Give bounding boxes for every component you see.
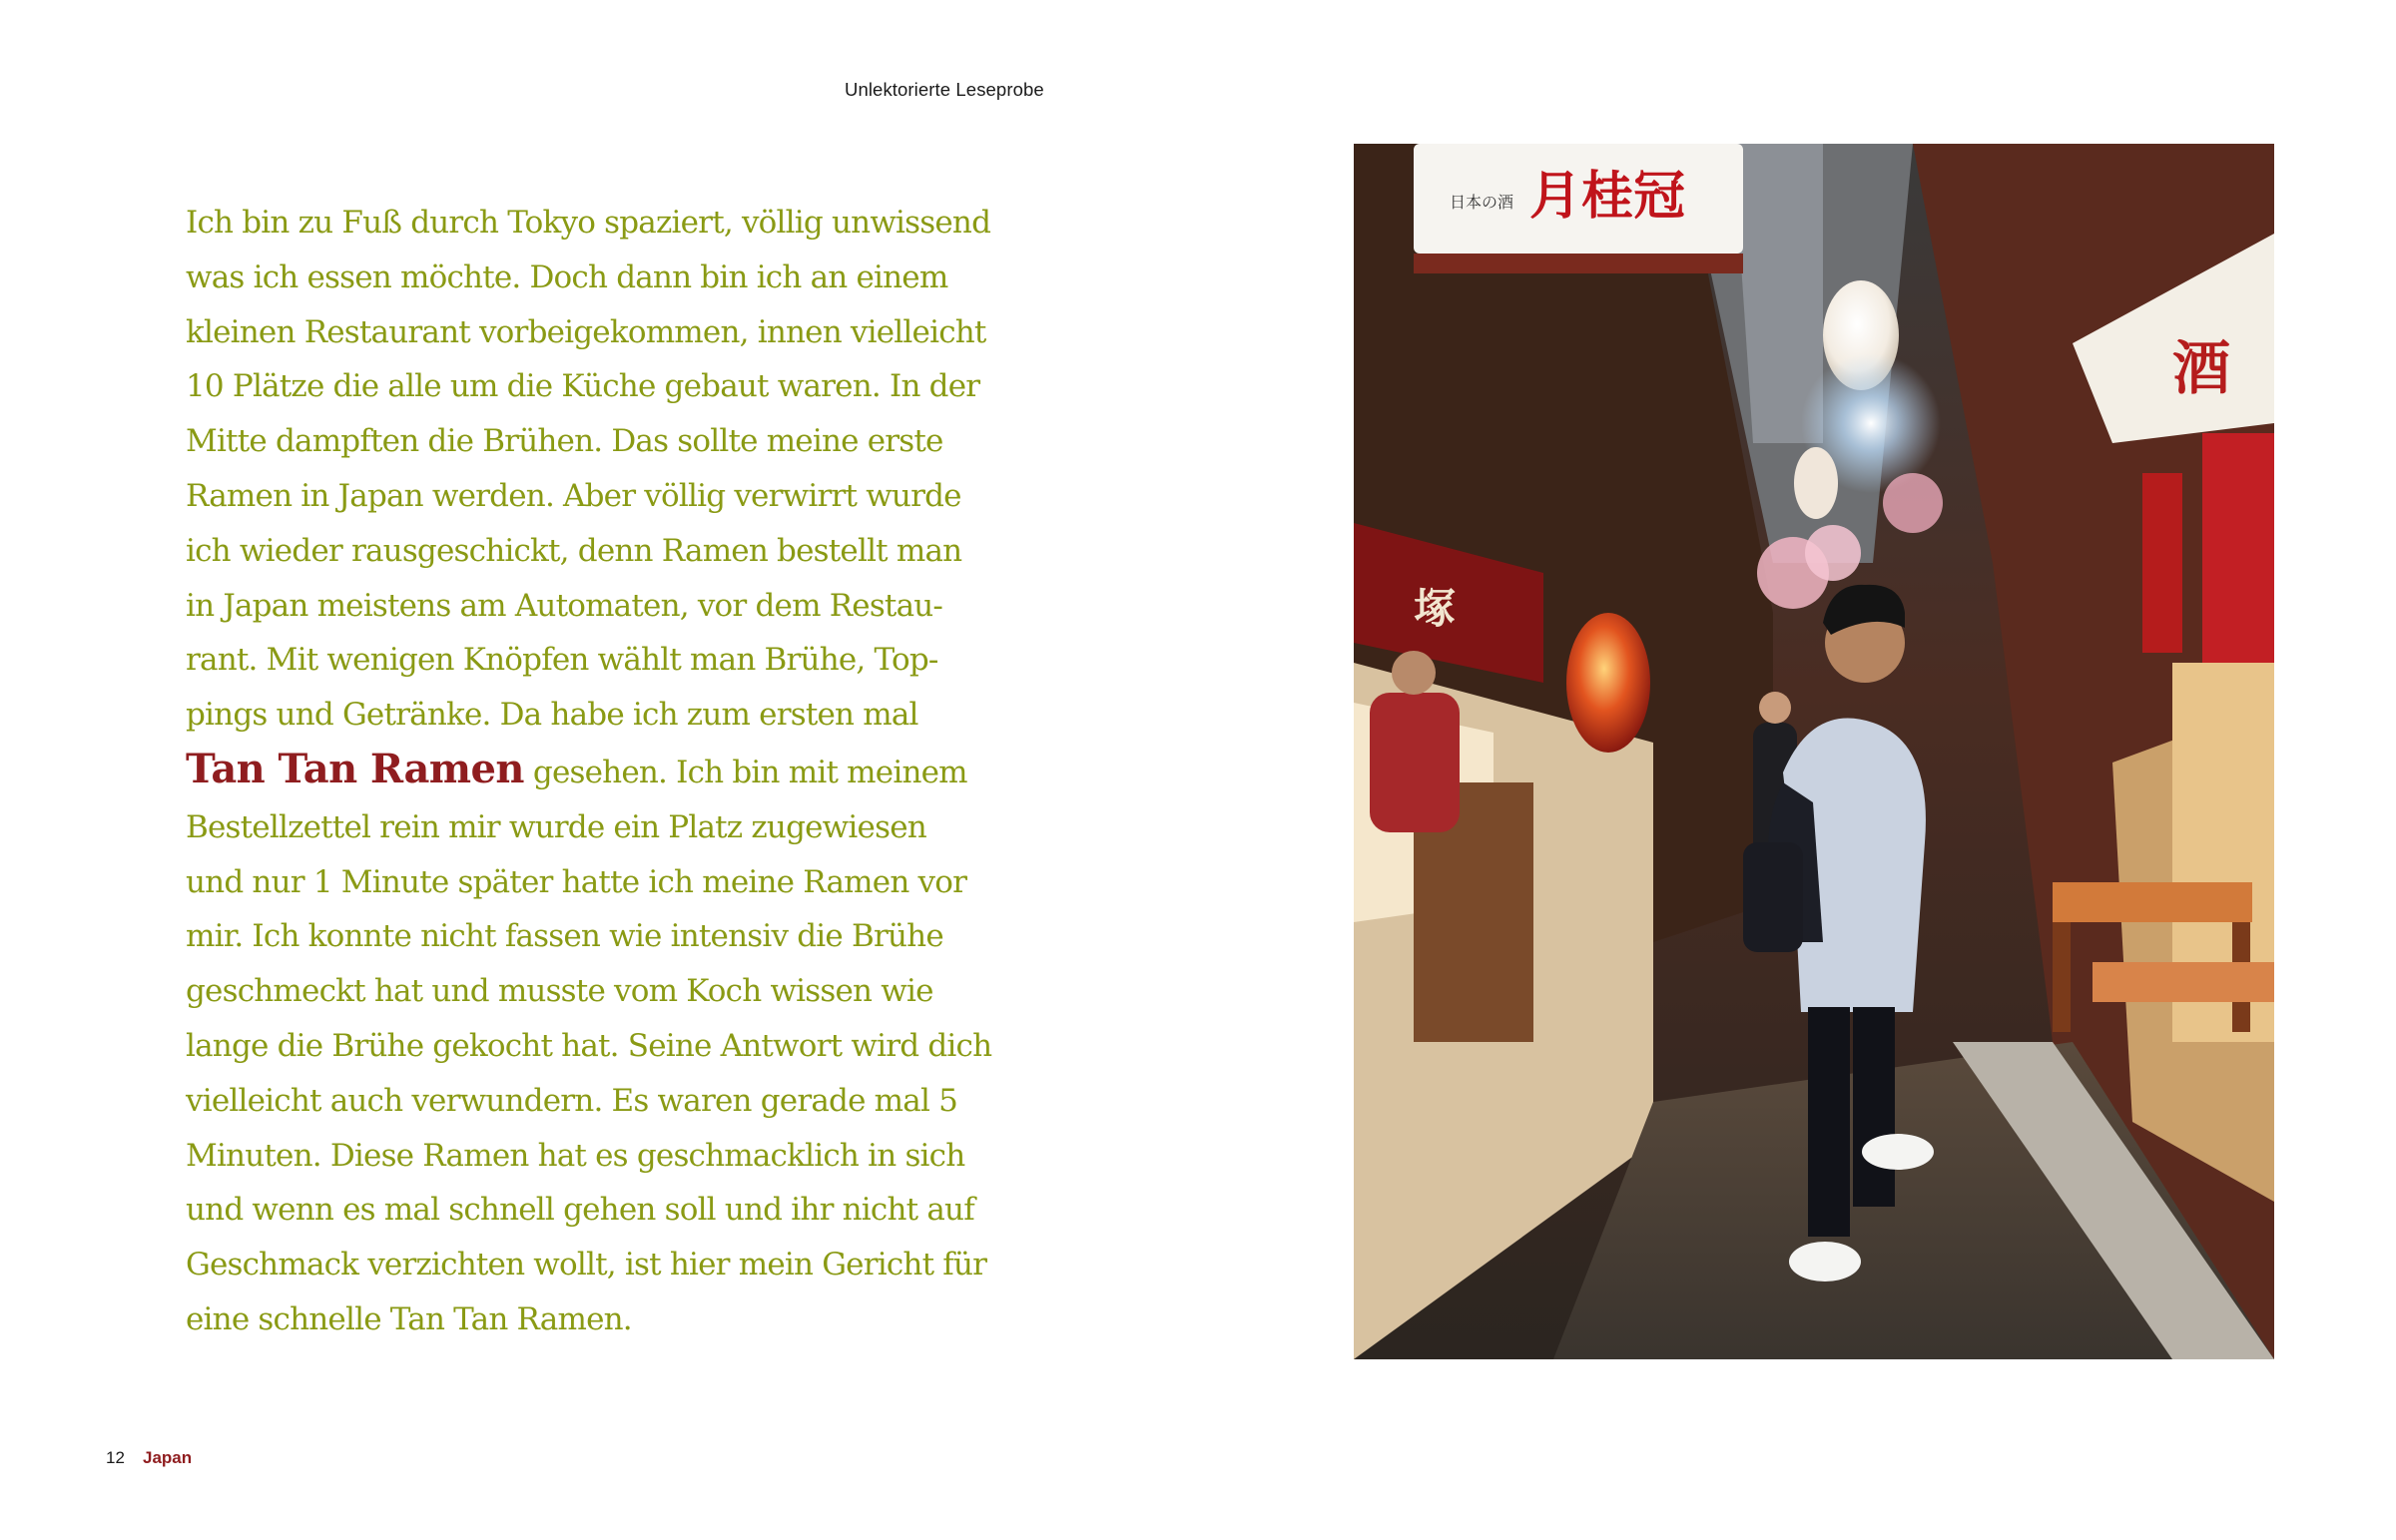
body-line: Minuten. Diese Ramen hat es geschmacklich in sich — [186, 1137, 965, 1174]
body-line: Mitte dampften die Brühen. Das sollte meine erste — [186, 423, 943, 460]
body-line: in Japan meistens am Automaten, vor dem Restau- — [186, 587, 943, 624]
body-line: pings und Getränke. Da habe ich zum ersten mal — [186, 697, 918, 734]
body-line: ich wieder rausgeschickt, denn Ramen bestellt man — [186, 532, 962, 569]
article-body — [186, 196, 1064, 1347]
body-line: mir. Ich konnte nicht fassen wie intensiv die Brühe — [186, 918, 943, 955]
body-line: eine schnelle Tan Tan Ramen. — [186, 1300, 632, 1337]
running-head: Unlektorierte Leseprobe — [845, 79, 1044, 100]
body-line: Bestellzettel rein mir wurde ein Platz zugewiesen — [186, 808, 926, 845]
sign-main-text: 月桂冠 — [1529, 167, 1686, 227]
body-line: vielleicht auch verwundern. Es waren gerade mal 5 — [186, 1082, 958, 1119]
body-line: lange die Brühe gekocht hat. Seine Antwort wird dich — [186, 1027, 992, 1064]
body-line: 10 Plätze die alle um die Küche gebaut waren. In der — [186, 368, 980, 405]
body-line: geschmeckt hat und musste vom Koch wissen wie — [186, 973, 933, 1010]
dish-highlight: Tan Tan Ramen — [186, 745, 524, 792]
sign-small-text: 日本の酒 — [1450, 193, 1514, 212]
svg-text:塚: 塚 — [1414, 584, 1457, 633]
svg-text:酒: 酒 — [2172, 334, 2231, 402]
body-line: rant. Mit wenigen Knöpfen wählt man Brühe, Top- — [186, 642, 938, 679]
body-line: Ramen in Japan werden. Aber völlig verwirrt wurde — [186, 477, 961, 514]
body-line: Geschmack verzichten wollt, ist hier mein Gericht für — [186, 1247, 987, 1283]
body-line: was ich essen möchte. Doch dann bin ich an einem — [186, 258, 948, 295]
body-line-highlight — [186, 743, 1064, 800]
photo-illustration — [1354, 144, 2274, 1359]
section-label: Japan — [143, 1448, 193, 1467]
body-line: und wenn es mal schnell gehen soll und ihr nicht auf — [186, 1192, 974, 1229]
tokyo-alley-photo — [1354, 144, 2274, 1359]
body-line: und nur 1 Minute später hatte ich meine Ramen vor — [186, 863, 967, 900]
body-line: kleinen Restaurant vorbeigekommen, innen vielleicht — [186, 313, 986, 350]
body-line-rest: gesehen. Ich bin mit meinem — [523, 754, 967, 790]
page-number: 12 — [106, 1448, 125, 1467]
body-line: Ich bin zu Fuß durch Tokyo spaziert, völlig unwissend — [186, 205, 991, 241]
